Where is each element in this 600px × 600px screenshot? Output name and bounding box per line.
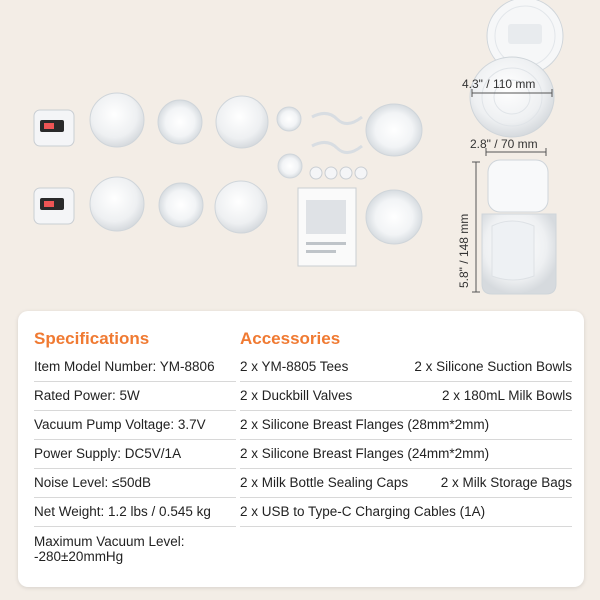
- accessories-list: [240, 353, 572, 527]
- accessory-item: 2 x YM-8805 Tees: [240, 359, 349, 374]
- spec-row: Noise Level: ≤50dB: [34, 469, 236, 498]
- accessory-row: [240, 411, 572, 440]
- accessory-item: 2 x Milk Storage Bags: [440, 475, 572, 490]
- flange-icon: [159, 183, 203, 227]
- dimension-height-label: 5.8" / 148 mm: [457, 213, 471, 288]
- dimension-depth-label: 2.8" / 70 mm: [470, 137, 538, 151]
- suction-bowl-icon: [366, 104, 422, 156]
- collection-cup-icon: [215, 181, 267, 233]
- device-front-view-icon: [482, 160, 556, 294]
- specifications-heading: Specifications: [34, 329, 150, 348]
- spec-row: Rated Power: 5W: [34, 382, 236, 411]
- collection-cup-icon: [90, 93, 144, 147]
- suction-bowl-icon: [366, 190, 422, 244]
- accessory-item: 2 x Silicone Breast Flanges (24mm*2mm): [240, 446, 490, 461]
- usb-cable-icon: [312, 142, 362, 152]
- spec-row-vacuum: [34, 527, 236, 564]
- accessory-item: 2 x Silicone Breast Flanges (28mm*2mm): [240, 417, 490, 432]
- accessory-item: 2 x 180mL Milk Bowls: [441, 388, 572, 403]
- instruction-manual-icon: [298, 188, 356, 266]
- spec-row: Power Supply: DC5V/1A: [34, 440, 236, 469]
- usb-cable-icon: [312, 113, 362, 123]
- accessory-row: [240, 469, 572, 498]
- spec-row: Net Weight: 1.2 lbs / 0.545 kg: [34, 498, 236, 527]
- dimension-diameter-label: 4.3" / 110 mm: [462, 77, 536, 91]
- sealing-caps-icon: [310, 167, 367, 179]
- accessory-item: 2 x Silicone Suction Bowls: [414, 359, 572, 374]
- accessory-item: 2 x Milk Bottle Sealing Caps: [240, 475, 409, 490]
- accessories-heading: Accessories: [240, 329, 341, 348]
- collection-cup-icon: [216, 96, 268, 148]
- accessory-item: 2 x USB to Type-C Charging Cables (1A): [240, 504, 486, 519]
- spec-row: Vacuum Pump Voltage: 3.7V: [34, 411, 236, 440]
- accessory-item: 2 x Duckbill Valves: [240, 388, 353, 403]
- vacuum-label: Maximum Vacuum Level:: [34, 534, 185, 549]
- device-side-view-icon: [470, 57, 554, 137]
- accessory-row: [240, 440, 572, 469]
- accessory-row: [240, 382, 572, 411]
- dimension-line-height: [472, 162, 480, 292]
- vacuum-value: -280±20mmHg: [34, 549, 124, 564]
- flange-icon: [158, 100, 202, 144]
- spec-row: Item Model Number: YM-8806: [34, 353, 236, 382]
- info-panel: [18, 311, 584, 587]
- collection-cup-icon: [90, 177, 144, 231]
- accessory-row: [240, 498, 572, 527]
- valve-icon: [277, 107, 301, 131]
- specifications-list: [34, 353, 236, 564]
- pump-unit-icon: [34, 110, 74, 146]
- pump-unit-icon: [34, 188, 74, 224]
- valve-icon: [278, 154, 302, 178]
- accessory-row: [240, 353, 572, 382]
